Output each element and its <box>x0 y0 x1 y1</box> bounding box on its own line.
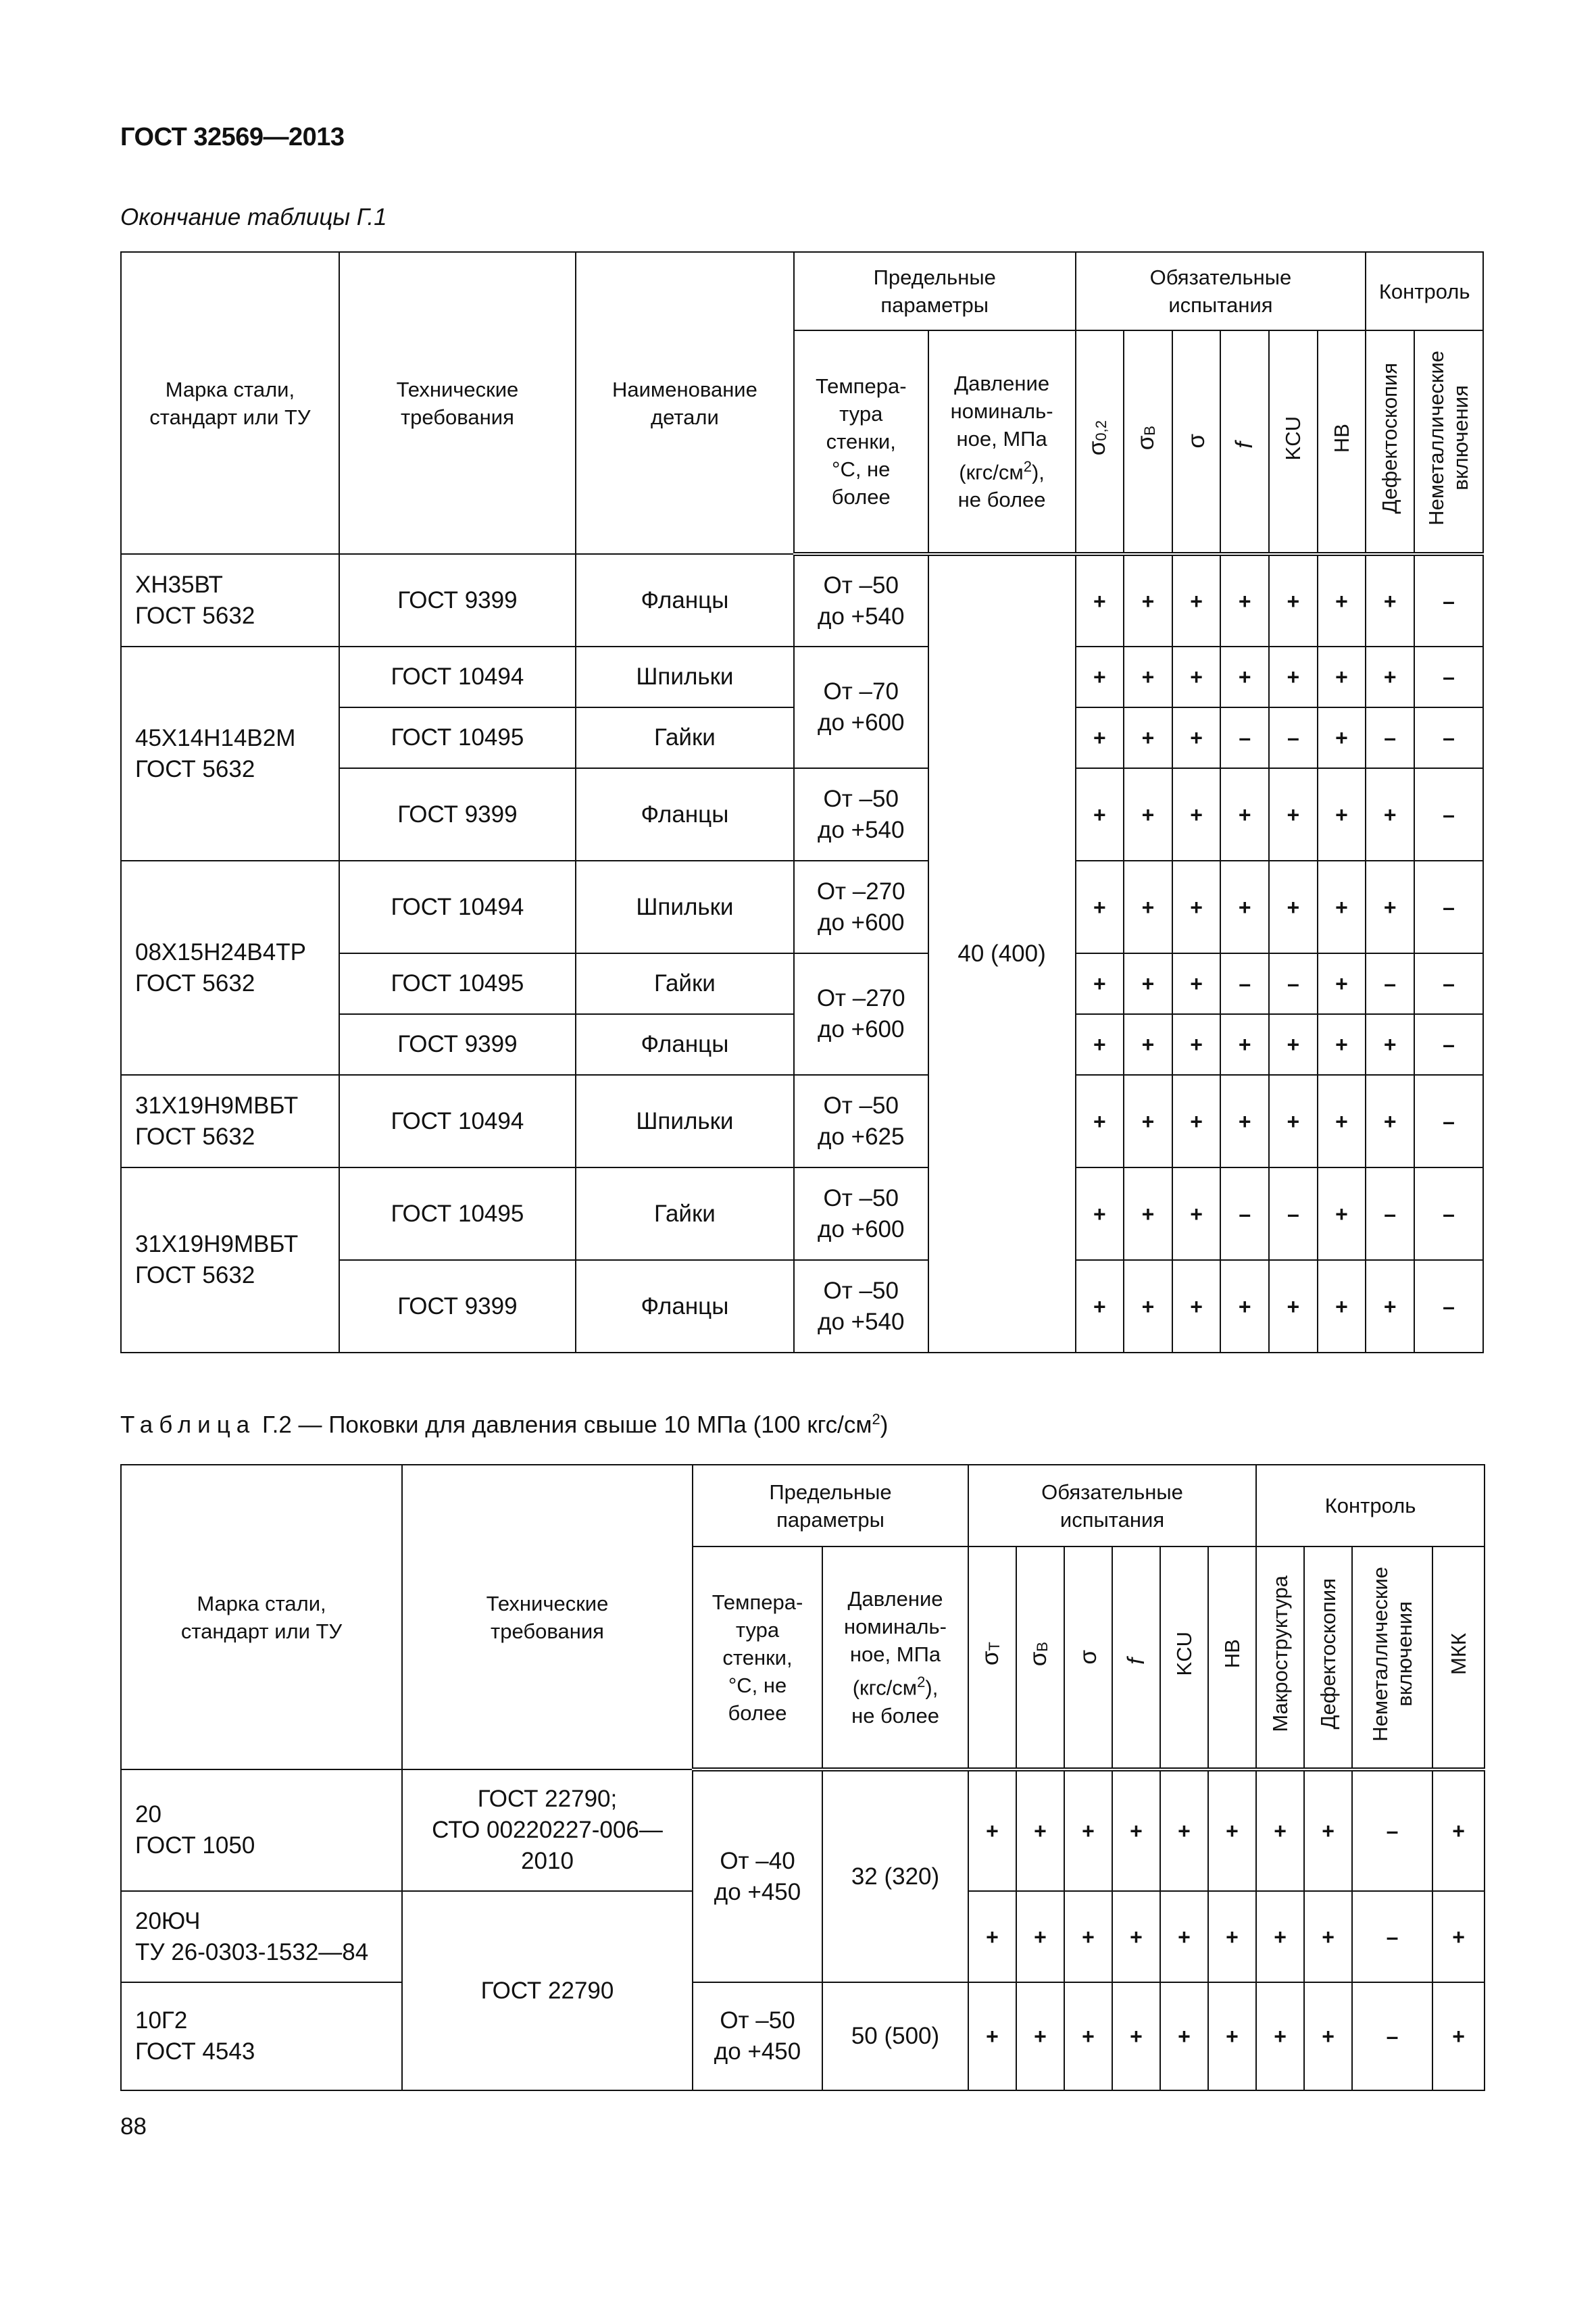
test-mark: + <box>1124 768 1172 861</box>
part-name-cell: Гайки <box>576 953 794 1014</box>
part-name-cell: Фланцы <box>576 1260 794 1353</box>
header-nonmetallic-inclusions: Неметаллические включения <box>1352 1546 1432 1769</box>
control-mark: – <box>1366 953 1414 1014</box>
tech-req-cell: ГОСТ 10495 <box>339 953 576 1014</box>
control-mark: + <box>1256 1982 1304 2090</box>
test-mark: + <box>1269 768 1318 861</box>
test-mark: + <box>1220 554 1269 647</box>
header-f: f <box>1112 1546 1160 1769</box>
test-mark: + <box>1269 1014 1318 1075</box>
header-limit-parameters: Предельные параметры <box>794 252 1076 330</box>
steel-grade-cell: 10Г2 ГОСТ 4543 <box>121 1982 402 2090</box>
test-mark: + <box>1076 1075 1124 1167</box>
test-mark: + <box>1124 1260 1172 1353</box>
part-name-cell: Шпильки <box>576 1075 794 1167</box>
test-mark: + <box>1220 1075 1269 1167</box>
tech-req-cell: ГОСТ 10494 <box>339 861 576 953</box>
test-mark: + <box>1172 647 1221 707</box>
test-mark: + <box>1172 1260 1221 1353</box>
header-sigma-v: σВ <box>1124 330 1172 554</box>
header-mandatory-tests: Обязательные испытания <box>1076 252 1366 330</box>
test-mark: + <box>1269 1075 1318 1167</box>
test-mark: + <box>1269 554 1318 647</box>
test-mark: + <box>1172 1075 1221 1167</box>
header-hb: НВ <box>1318 330 1366 554</box>
control-mark: – <box>1414 953 1483 1014</box>
test-mark: + <box>1124 1167 1172 1260</box>
test-mark: + <box>1220 1014 1269 1075</box>
header-defectoscopy: Дефектоскопия <box>1366 330 1414 554</box>
test-mark: + <box>1076 1260 1124 1353</box>
header-sigma: σ <box>1064 1546 1112 1769</box>
test-mark: + <box>1269 861 1318 953</box>
steel-grade-cell: 20 ГОСТ 1050 <box>121 1769 402 1891</box>
header-part-name: Наименование детали <box>576 252 794 554</box>
header-sigma-02: σ0,2 <box>1076 330 1124 554</box>
test-mark: – <box>1269 1167 1318 1260</box>
test-mark: + <box>1318 768 1366 861</box>
test-mark: – <box>1269 707 1318 768</box>
header-sigma-t: σТ <box>968 1546 1016 1769</box>
test-mark: + <box>1172 554 1221 647</box>
part-name-cell: Шпильки <box>576 647 794 707</box>
test-mark: + <box>1064 1891 1112 1982</box>
test-mark: + <box>1076 1014 1124 1075</box>
test-mark: + <box>1220 1260 1269 1353</box>
header-nonmetallic-inclusions: Неметаллические включения <box>1414 330 1483 554</box>
tech-req-cell: ГОСТ 10495 <box>339 707 576 768</box>
page-number: 88 <box>120 2113 147 2140</box>
header-macrostructure: Макроструктура <box>1256 1546 1304 1769</box>
control-mark: + <box>1256 1891 1304 1982</box>
steel-grade-cell: 31Х19Н9МВБТ ГОСТ 5632 <box>121 1075 339 1167</box>
test-mark: – <box>1269 953 1318 1014</box>
test-mark: + <box>1172 953 1221 1014</box>
test-mark: + <box>1076 647 1124 707</box>
header-f: f <box>1220 330 1269 554</box>
control-mark: + <box>1304 1982 1352 2090</box>
tech-req-cell: ГОСТ 9399 <box>339 768 576 861</box>
control-mark: – <box>1414 1167 1483 1260</box>
pressure-cell: 40 (400) <box>928 554 1076 1353</box>
pressure-cell: 32 (320) <box>822 1769 968 1982</box>
header-control: Контроль <box>1256 1465 1485 1546</box>
tech-req-cell: ГОСТ 10494 <box>339 1075 576 1167</box>
table-g2 <box>120 1464 1485 2091</box>
header-tech-requirements: Технические требования <box>339 252 576 554</box>
test-mark: – <box>1220 953 1269 1014</box>
control-mark: – <box>1366 707 1414 768</box>
header-mandatory-tests: Обязательные испытания <box>968 1465 1256 1546</box>
test-mark: + <box>1220 861 1269 953</box>
header-wall-temperature: Темпера- тура стенки, °С, не более <box>794 330 928 554</box>
header-sigma: σ <box>1172 330 1221 554</box>
tech-req-cell: ГОСТ 9399 <box>339 1014 576 1075</box>
tech-req-cell: ГОСТ 22790; СТО 00220227-006— 2010 <box>402 1769 693 1891</box>
test-mark: + <box>1112 1982 1160 2090</box>
test-mark: + <box>1220 768 1269 861</box>
control-mark: + <box>1366 861 1414 953</box>
control-mark: + <box>1304 1891 1352 1982</box>
control-mark: + <box>1366 1014 1414 1075</box>
header-tech-requirements: Технические требования <box>402 1465 693 1769</box>
control-mark: + <box>1366 647 1414 707</box>
temperature-cell: От –50 до +450 <box>693 1982 822 2090</box>
test-mark: + <box>1172 1014 1221 1075</box>
control-mark: – <box>1414 707 1483 768</box>
pressure-cell: 50 (500) <box>822 1982 968 2090</box>
test-mark: + <box>1208 1982 1256 2090</box>
tech-req-cell: ГОСТ 10495 <box>339 1167 576 1260</box>
test-mark: + <box>1318 953 1366 1014</box>
header-kcu: KCU <box>1269 330 1318 554</box>
test-mark: + <box>1016 1982 1064 2090</box>
test-mark: + <box>1318 1167 1366 1260</box>
test-mark: + <box>1112 1769 1160 1891</box>
temperature-cell: От –270 до +600 <box>794 861 928 953</box>
control-mark: + <box>1366 554 1414 647</box>
control-mark: + <box>1366 1075 1414 1167</box>
control-mark: – <box>1366 1167 1414 1260</box>
header-steel-grade: Марка стали, стандарт или ТУ <box>121 252 339 554</box>
test-mark: + <box>1318 1075 1366 1167</box>
test-mark: + <box>1318 861 1366 953</box>
control-mark: + <box>1432 1769 1485 1891</box>
steel-grade-cell: 31Х19Н9МВБТ ГОСТ 5632 <box>121 1167 339 1353</box>
temperature-cell: От –50 до +540 <box>794 768 928 861</box>
control-mark: – <box>1352 1769 1432 1891</box>
temperature-cell: От –270 до +600 <box>794 953 928 1075</box>
test-mark: + <box>1076 953 1124 1014</box>
header-kcu: KCU <box>1160 1546 1208 1769</box>
steel-grade-cell: 45Х14Н14В2М ГОСТ 5632 <box>121 647 339 861</box>
control-mark: – <box>1352 1891 1432 1982</box>
test-mark: + <box>1064 1982 1112 2090</box>
test-mark: + <box>1318 1260 1366 1353</box>
test-mark: + <box>1160 1769 1208 1891</box>
header-mkk: МКК <box>1432 1546 1485 1769</box>
header-defectoscopy: Дефектоскопия <box>1304 1546 1352 1769</box>
control-mark: – <box>1352 1982 1432 2090</box>
control-mark: – <box>1414 768 1483 861</box>
header-control: Контроль <box>1366 252 1483 330</box>
header-nominal-pressure: Давление номиналь- ное, МПа $(кгс/см^2)$, не более <box>822 1546 968 1769</box>
test-mark: + <box>1124 1014 1172 1075</box>
control-mark: + <box>1432 1891 1485 1982</box>
part-name-cell: Фланцы <box>576 1014 794 1075</box>
tech-req-cell: ГОСТ 22790 <box>402 1891 693 2090</box>
test-mark: + <box>1318 707 1366 768</box>
test-mark: + <box>1208 1891 1256 1982</box>
temperature-cell: От –50 до +600 <box>794 1167 928 1260</box>
header-nominal-pressure: Давление номиналь- ное, МПа $(кгс/см^2)$, не более <box>928 330 1076 554</box>
tech-req-cell: ГОСТ 10494 <box>339 647 576 707</box>
test-mark: + <box>1112 1891 1160 1982</box>
header-hb: НВ <box>1208 1546 1256 1769</box>
test-mark: + <box>1064 1769 1112 1891</box>
temperature-cell: От –50 до +625 <box>794 1075 928 1167</box>
test-mark: + <box>1124 861 1172 953</box>
document-title: ГОСТ 32569—2013 <box>120 123 345 151</box>
part-name-cell: Шпильки <box>576 861 794 953</box>
temperature-cell: От –70 до +600 <box>794 647 928 768</box>
control-mark: + <box>1304 1769 1352 1891</box>
test-mark: + <box>1076 707 1124 768</box>
test-mark: + <box>968 1982 1016 2090</box>
control-mark: + <box>1432 1982 1485 2090</box>
table1-caption: Окончание таблицы Г.1 <box>120 204 387 230</box>
test-mark: + <box>1269 1260 1318 1353</box>
test-mark: – <box>1220 1167 1269 1260</box>
test-mark: + <box>1172 768 1221 861</box>
test-mark: + <box>1172 861 1221 953</box>
test-mark: + <box>1124 707 1172 768</box>
test-mark: – <box>1220 707 1269 768</box>
control-mark: + <box>1366 768 1414 861</box>
steel-grade-cell: 20ЮЧ ТУ 26-0303-1532—84 <box>121 1891 402 1982</box>
test-mark: + <box>1160 1982 1208 2090</box>
part-name-cell: Гайки <box>576 1167 794 1260</box>
control-mark: + <box>1366 1260 1414 1353</box>
header-wall-temperature: Темпера- тура стенки, °С, не более <box>693 1546 822 1769</box>
control-mark: – <box>1414 1075 1483 1167</box>
temperature-cell: От –40 до +450 <box>693 1769 822 1982</box>
test-mark: + <box>1124 1075 1172 1167</box>
test-mark: + <box>1220 647 1269 707</box>
part-name-cell: Фланцы <box>576 768 794 861</box>
steel-grade-cell: 08Х15Н24В4ТР ГОСТ 5632 <box>121 861 339 1075</box>
control-mark: – <box>1414 1014 1483 1075</box>
test-mark: + <box>1160 1891 1208 1982</box>
part-name-cell: Гайки <box>576 707 794 768</box>
test-mark: + <box>1269 647 1318 707</box>
test-mark: + <box>1016 1769 1064 1891</box>
test-mark: + <box>1208 1769 1256 1891</box>
test-mark: + <box>1172 1167 1221 1260</box>
tech-req-cell: ГОСТ 9399 <box>339 554 576 647</box>
part-name-cell: Фланцы <box>576 554 794 647</box>
test-mark: + <box>1124 554 1172 647</box>
header-limit-parameters: Предельные параметры <box>693 1465 968 1546</box>
header-steel-grade: Марка стали, стандарт или ТУ <box>121 1465 402 1769</box>
control-mark: – <box>1414 861 1483 953</box>
test-mark: + <box>1318 647 1366 707</box>
test-mark: + <box>1016 1891 1064 1982</box>
table-g1-end <box>120 251 1484 1353</box>
control-mark: + <box>1256 1769 1304 1891</box>
control-mark: – <box>1414 554 1483 647</box>
test-mark: + <box>1076 861 1124 953</box>
test-mark: + <box>1124 953 1172 1014</box>
temperature-cell: От –50 до +540 <box>794 1260 928 1353</box>
test-mark: + <box>1076 1167 1124 1260</box>
test-mark: + <box>1318 1014 1366 1075</box>
steel-grade-cell: ХН35ВТ ГОСТ 5632 <box>121 554 339 647</box>
test-mark: + <box>968 1891 1016 1982</box>
tech-req-cell: ГОСТ 9399 <box>339 1260 576 1353</box>
control-mark: – <box>1414 1260 1483 1353</box>
test-mark: + <box>1124 647 1172 707</box>
control-mark: – <box>1414 647 1483 707</box>
temperature-cell: От –50 до +540 <box>794 554 928 647</box>
table2-caption: Таблица Г.2 — Поковки для давления свыше 10 МПа (100 кгс/$см^2$) <box>120 1411 889 1438</box>
test-mark: + <box>968 1769 1016 1891</box>
test-mark: + <box>1076 768 1124 861</box>
test-mark: + <box>1076 554 1124 647</box>
test-mark: + <box>1172 707 1221 768</box>
test-mark: + <box>1318 554 1366 647</box>
header-sigma-v: σВ <box>1016 1546 1064 1769</box>
